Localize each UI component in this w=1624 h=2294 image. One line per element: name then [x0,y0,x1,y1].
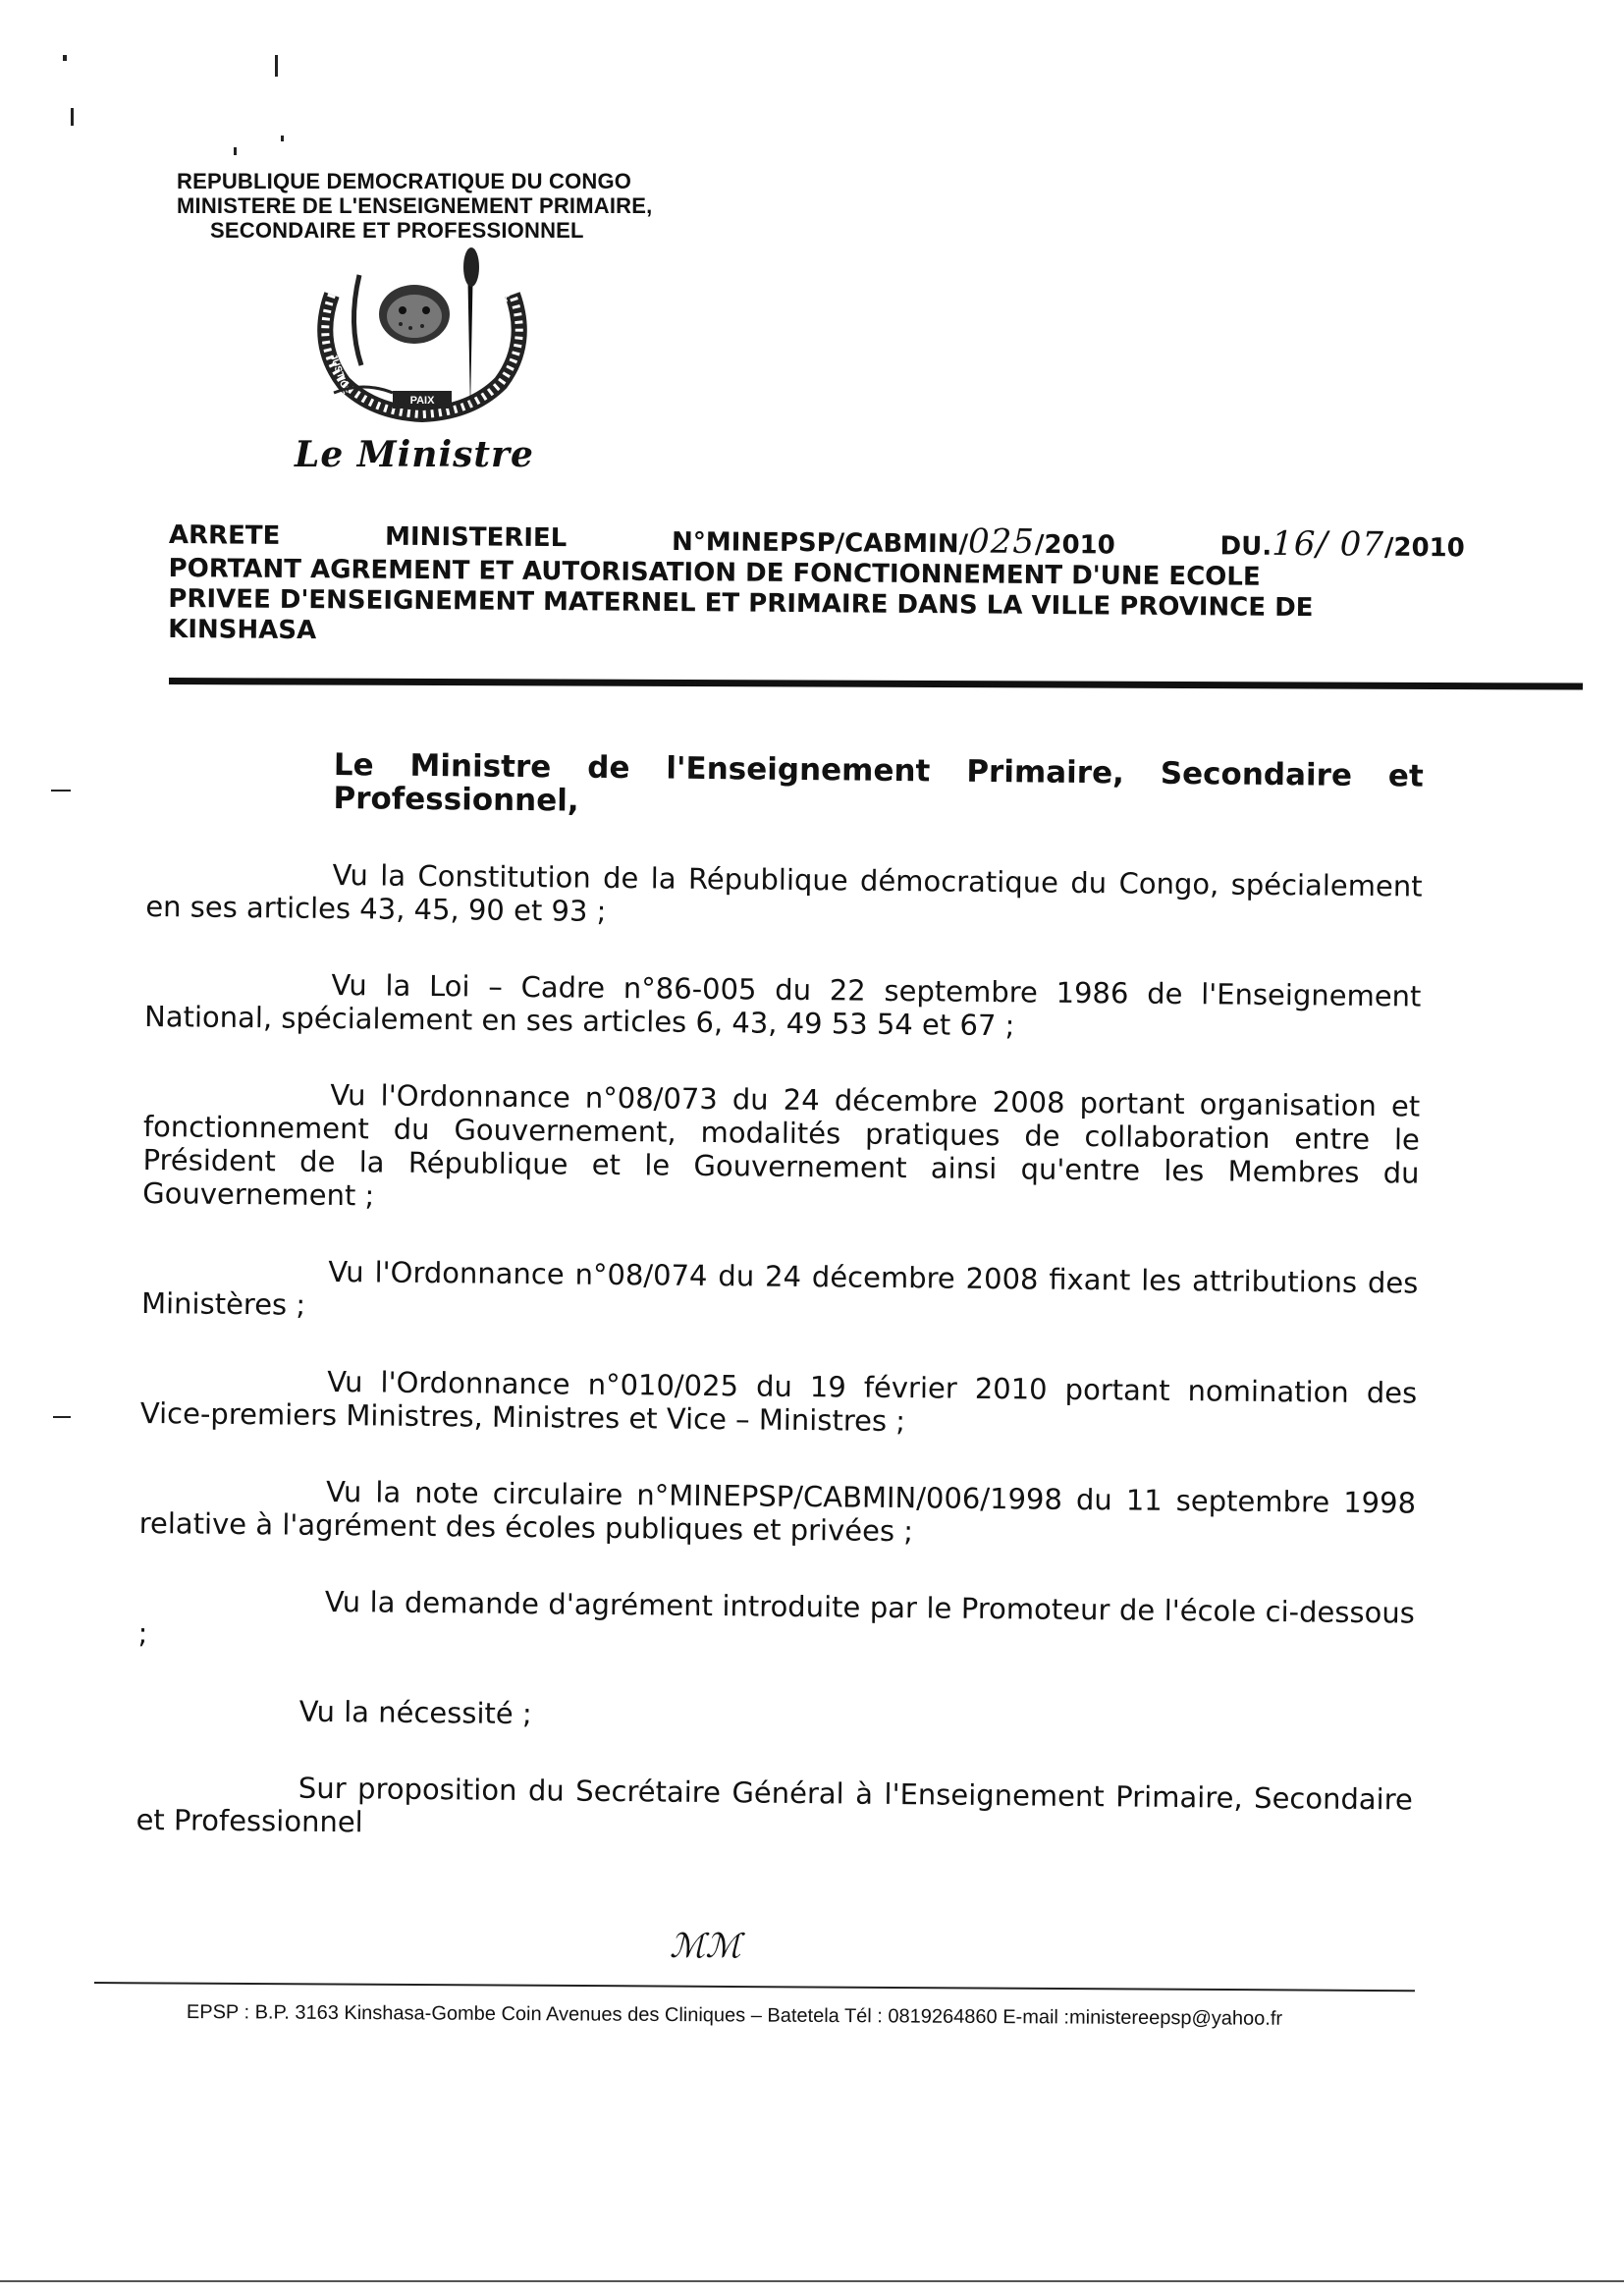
decree-date: DU.16/ 07/2010 [1219,523,1465,565]
emblem-ribbon-right: TRAVAIL [495,272,520,316]
decree-number-handwritten: 025 [967,521,1036,562]
decree-title-line: PORTANT AGREMENT ET AUTORISATION DE FONCTIONNEMENT D'UNE ECOLE [168,553,1261,592]
footer-contact: EPSP : B.P. 3163 Kinshasa-Gombe Coin Avenues des Cliniques – Batetela Tél : 0819264860 E-mail :ministereepsp@yahoo.fr [186,2001,1283,2030]
recital-paragraph: Vu l'Ordonnance n°010/025 du 19 février 2010 portant nomination des Vice-premiers Ministres, Ministres et Vice – Ministres ; [139,1364,1418,1439]
decree-word-arrete: ARRETE [168,520,281,551]
recital-paragraph: Vu l'Ordonnance n°08/074 du 24 décembre 2008 fixant les attributions des Ministères ; [140,1254,1419,1322]
minister-intro: Le Ministre de l'Enseignement Primaire, Secondaire et Professionnel, [333,746,1424,819]
emblem-ribbon-left: JUSTICE [327,353,352,396]
recital-paragraph: Vu la note circulaire n°MINEPSP/CABMIN/006/1998 du 11 septembre 1998 relative à l'agrément des écoles publiques et privées ; [138,1474,1417,1549]
minister-title-signature: Le Ministre [295,434,534,475]
decree-body [135,746,1424,1879]
coat-of-arms-emblem [295,246,550,432]
decree-title-line: KINSHASA [168,614,317,646]
ministry-header [177,169,727,243]
recital-paragraph: Vu la Loi – Cadre n°86-005 du 22 septembre 1986 de l'Enseignement National, spécialement en ses articles 6, 43, 49 53 54 et 67 ; [143,967,1422,1043]
header-line-ministry: MINISTERE DE L'ENSEIGNEMENT PRIMAIRE, [177,193,653,218]
emblem-ribbon-center: PAIX [409,395,435,407]
recital-paragraph: Vu la Constitution de la République démocratique du Congo, spécialement en ses articles 43, 45, 90 et 93 ; [145,857,1423,928]
decree-date-handwritten: 16/ 07 [1272,523,1385,565]
decree-word-ministeriel: MINISTERIEL [384,521,568,554]
recital-paragraph: Vu la nécessité ; [298,1694,532,1731]
decree-title-line: PRIVEE D'ENSEIGNEMENT MATERNEL ET PRIMAIRE DANS LA VILLE PROVINCE DE [168,583,1314,624]
recital-paragraph: Vu la demande d'agrément introduite par le Promoteur de l'école ci-dessous ; [137,1584,1416,1651]
recital-paragraph: Sur proposition du Secrétaire Général à l'Enseignement Primaire, Secondaire et Professionnel [135,1771,1414,1839]
title-divider [169,678,1583,690]
handwritten-initials: ℳℳ [670,1927,741,1966]
recital-paragraph: Vu l'Ordonnance n°08/073 du 24 décembre 2008 portant organisation et fonctionnement du Gouvernement, modalités pratiques de collaboration entre le Président de la République et le Gouvernement ainsi qu'entre les Membres du Gouvernement ; [142,1077,1421,1213]
decree-number: N°MINEPSP/CABMIN/025/2010 [671,521,1115,562]
header-line-republic: REPUBLIQUE DEMOCRATIQUE DU CONGO [177,169,632,193]
decree-title [168,520,1465,655]
page-bottom-edge [0,2280,1624,2282]
header-line-ministry-cont: SECONDAIRE ET PROFESSIONNEL [210,218,584,243]
footer-divider [94,1982,1415,1992]
